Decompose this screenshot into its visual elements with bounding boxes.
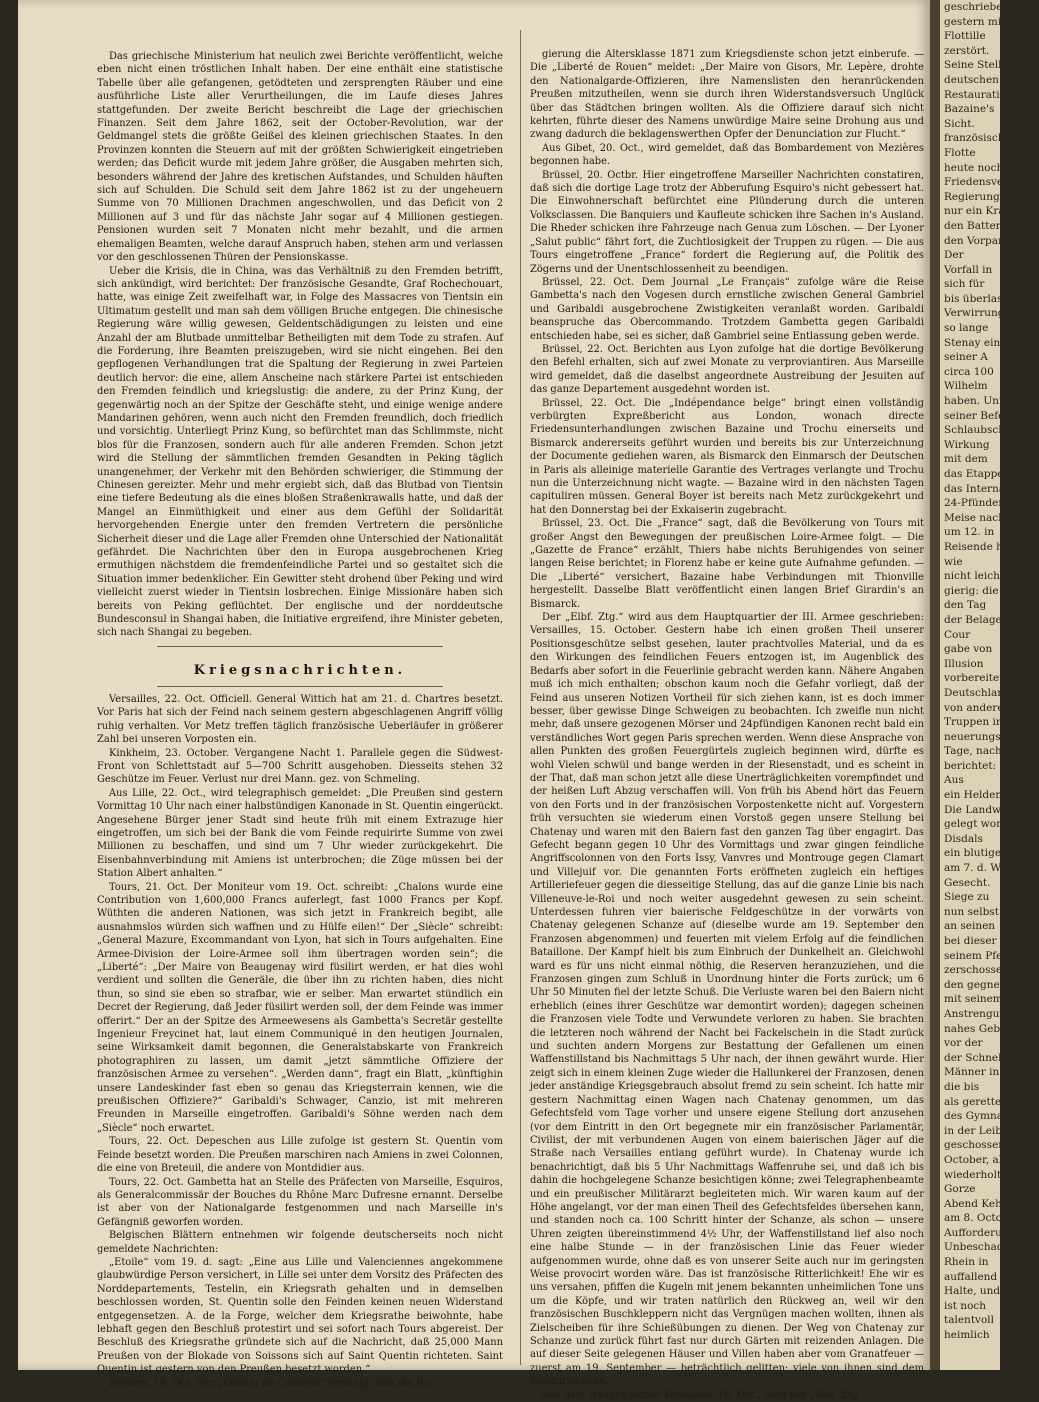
adjacent-page-line: Seine Stellung bbox=[944, 59, 1022, 72]
adjacent-page-line: sich für bbox=[944, 278, 985, 291]
adjacent-page-line: bis überlasse bbox=[944, 292, 1015, 305]
adjacent-page-line: Halte, und bbox=[944, 1285, 1001, 1298]
adjacent-page-line: Cour bbox=[944, 628, 971, 641]
adjacent-page-line: Schlaubsch bbox=[944, 424, 1005, 437]
adjacent-page-line: Friedensverm bbox=[944, 176, 1019, 189]
adjacent-page-line: gestern mit bbox=[944, 15, 1006, 28]
adjacent-page-line: geschrieben: bbox=[944, 1, 1013, 13]
adjacent-page-line: auffallend bbox=[944, 1270, 998, 1283]
adjacent-page-line: den gegnerischen bbox=[944, 978, 1039, 991]
news-item: Tours, 22. Oct. Gambetta hat an Stelle des Präfecten von Marseille, Esquiros, als Generalcommissär der Bouches du Rhône Marc Dufresne ernannt. Derselbe ist aber von der Nationalgarde festgenommen und nach Marseille in's Gefängniß geworfen worden. bbox=[97, 1176, 503, 1228]
news-item: Aus Gibet, 20. Oct., wird gemeldet, daß das Bombardement von Mezières begonnen habe. bbox=[530, 142, 924, 168]
adjacent-page-line: Flottille bbox=[944, 30, 986, 43]
page-gutter bbox=[930, 0, 940, 1370]
adjacent-page-line: am 7. d. W bbox=[944, 862, 1002, 875]
news-item: „Etoile“ vom 19. d. sagt: „Eine aus Lille und Valenciennes angekommene glaubwürdige Person versichert, in Lille sei unter dem Vorsitz des Präfecten des Norddepartements, Testelin, ein Kriegsrath gehalten und in demselben beschlossen worden, St. Quentin solle den Feinden keinen neuen Widerstand entgegensetzen. A. de la Forge, welcher dem Kriegsrathe beiwohnte, habe lebhaft gegen den Beschluß protestirt und sei sofort nach Tours abgereist. Der Beschluß des Kriegsrathe gründete sich auf die Nachricht, daß 25,000 Mann Preußen von der Blokade von Soissons sich auf Saint Quentin richteten. Saint Quentin ist gestern von den Preußen besetzt worden.“ bbox=[97, 1256, 503, 1376]
adjacent-page-line: Bazaine's bbox=[944, 103, 995, 116]
news-item: Brüssel, 22. Oct. Die „Indépendance belge“ bringt einen vollständig verbürgten Expreßbericht aus London, wonach directe Friedensunterhandlungen zwischen Bazaine und Trochu einerseits und Bismarck andererseits geführt wurden und bereits bis zur Unterzeichnung der Documente gediehen waren, als Bismarck den Einmarsch der Deutschen in Paris als alleinige materielle Garantie des Vertrages verlangte und Trochu nun die Unterzeichnung nicht wagte. — Bazaine wird in den nächsten Tagen capituliren müssen. General Boyer ist bereits nach Metz zurückgekehrt und hat den Donnerstag bei der Exkaiserin zugebracht. bbox=[530, 397, 924, 516]
news-item: Aus Lille, 22. Oct., wird telegraphisch gemeldet: „Die Preußen sind gestern Vormittag 10 Uhr nach einer halbstündigen Kanonade in St. Quentin eingerückt. Angesehene Bürger jener Stadt sind heute früh mit einem Extrazuge hier eingetroffen, um sich bei der Bank die vom Feinde requirirte Summe von zwei Millionen zu beschaffen, und sind um 7 Uhr wieder zurückgekehrt. Die Eisenbahnverbindung mit Amiens ist unterbrochen; die Züge müssen bei der Station Albert anhalten.“ bbox=[97, 787, 503, 880]
adjacent-page-line: mit seinem bbox=[944, 993, 1003, 1006]
news-item: Belgischen Blättern entnehmen wir folgende deutscherseits noch nicht gemeldete Nachrichten: bbox=[97, 1230, 503, 1255]
adjacent-page-line: französischen bbox=[944, 132, 1018, 145]
adjacent-page-line: wie bbox=[944, 555, 963, 568]
adjacent-page-strip bbox=[940, 0, 1039, 1370]
news-item: Aus dem Hauptquartier Versailles, 16. Oct., wird der „Wes.-Ztg.“ bbox=[542, 1389, 867, 1401]
adjacent-page-line: Restauration bbox=[944, 88, 1013, 101]
greek-ministry-article: Das griechische Ministerium hat neulich zwei Berichte veröffentlicht, welche eben nicht einen tröstlichen Inhalt haben. Der eine enthält eine statistische Tabelle über alle gefangenen, getödteten und zersprengten Räuber und eine ausführliche Liste aller Verurtheilungen, die im Laufe dieses Jahres stattgefunden. Der zweite Bericht beschreibt die Lage der griechischen Finanzen. Seit dem Jahre 1862, seit der October-Revolution, war der Geldmangel stets die größte Geißel des kleinen griechischen Staates. In den Provinzen konnten die Steuern auf mit der größten Schwierigkeit eingetrieben werden; das Deficit wurde mit jedem Jahre größer, die Ausgaben mehrten sich, besonders während der Jahre des kretischen Aufstandes, und Schulden häuften sich auf Schulden. Die Schuld seit dem Jahre 1862 ist zu der ungeheuern Summe von 70 Millionen Drachmen angeschwollen, und das Deficit von 2 Millionen auf 3 und für das nächste Jahr sogar auf 4 Millionen gestiegen. Pensionen wurden seit 7 Monaten nicht mehr bezahlt, und die armen ehemaligen Beamten, welche darauf Anspruch haben, stehen arm und verlassen vor den geschlossenen Thüren der Pensionskasse. bbox=[97, 51, 503, 264]
adjacent-page-line: 24-Pfünder bbox=[944, 497, 1004, 510]
adjacent-page-line: ist noch bbox=[944, 1299, 987, 1312]
adjacent-page-line: Stenay ein bbox=[944, 336, 1001, 349]
news-item: Brüssel, 23. Oct. Die „France“ sagt, daß die Bevölkerung von Tours mit großer Angst den Bewegungen der preußischen Loire-Armee folgt. — Die „Gazette de France“ erzählt, Thiers habe nichts Beruhigendes von seiner langen Reise berichtet; in Florenz habe er keine gute Aufnahme gefunden. — Die „Liberté“ versichert, Bazaine habe Verbindungen mit Thionville hergestellt. Dasselbe Blatt veröffentlicht einen langen Brief Girardin's an Bismarck. bbox=[530, 518, 924, 610]
adjacent-page-line: Verwirrung, bbox=[944, 307, 1008, 320]
adjacent-page-line: zerschossen. bbox=[944, 964, 1013, 977]
adjacent-page-line: heute noch bbox=[944, 161, 1004, 174]
adjacent-page-line: am 8. October bbox=[944, 1212, 1020, 1225]
adjacent-page-line: an seinen bbox=[944, 920, 996, 933]
adjacent-page-line: nur ein Kra bbox=[944, 205, 1005, 218]
adjacent-page-line: nun selbst bbox=[944, 905, 999, 918]
adjacent-page-line: mit dem bbox=[944, 453, 988, 466]
adjacent-page-line: seiner A bbox=[944, 351, 988, 364]
headline-rule-top bbox=[157, 646, 443, 647]
adjacent-page-line: Regierung bbox=[944, 190, 1000, 203]
adjacent-page-line: Vorfall in bbox=[944, 263, 993, 276]
adjacent-page-line: den Batteri bbox=[944, 219, 1005, 232]
adjacent-page-line: bei dieser bbox=[944, 935, 997, 947]
adjacent-page-line: gelegt worden bbox=[944, 818, 1021, 831]
adjacent-page-line: um 12. in bbox=[944, 526, 995, 539]
adjacent-page-line: ein blutiges bbox=[944, 847, 1007, 860]
news-item: Tours, 21. Oct. Der Moniteur vom 19. Oct. schreibt: „Chalons wurde eine Contribution von 1,600,000 Francs auferlegt, fast 1000 Francs per Kopf. Wüthten die anderen Nationen, was sich jetzt in Frankreich begibt, alle ausnahmslos würden sich waffnen und zu Hülfe eilen!“ Der „Siècle“ schreibt: „General Mazure, Excommandant von Lyon, hat sich in Tours aufgehalten. Eine Armee-Division der Loire-Armee soll ihm übertragen worden sein“; die „Liberté“: „Der Maire von Beaugenay wird füsilirt werden, er hat dies wohl verdient und sollten die Generäle, die über ihn zu richten haben, dies nicht thun, so sind sie eben so strafbar, wie er selber. Man erwartet stündlich ein Decret der Regierung, daß Jeder füsilirt werden soll, der dem Feinde was immer offerirt.“ Der an der Spitze des Armeewesens als Gambetta's Secretär gestellte Ingenieur Freycinet hat, laut einem Communiqué in den heutigen Journalen, seine Wirksamkeit damit begonnen, die Generalstabskarte von Frankreich photographiren zu lassen, um damit „jetzt sämmtliche Offiziere der französischen Armee zu versehen“. „Werden dann“, fragt ein Blatt, „künftighin unsere Landeskinder fast eben so genau das Kriegsterrain kennen, wie die preußischen Offiziere?“ Garibaldi's Schwager, Canzio, ist mit mehreren Freunden in Marseille eingetroffen. Garibaldi's Söhne werden nach dem „Siècle“ noch erwartet. bbox=[97, 881, 503, 1134]
adjacent-page-line: seiner Befehl bbox=[944, 409, 1015, 422]
adjacent-page-line: deutschen bbox=[944, 73, 999, 86]
adjacent-page-line: Truppen in bbox=[944, 716, 1003, 729]
adjacent-page-line: Aufforderung bbox=[944, 1226, 1016, 1239]
adjacent-page-line: Rhein in bbox=[944, 1256, 989, 1269]
adjacent-page-line: berichtet: bbox=[944, 759, 997, 772]
column-divider bbox=[520, 30, 521, 1365]
adjacent-page-line: talentvoll bbox=[944, 1314, 995, 1327]
adjacent-page-line: Gesecht. bbox=[944, 876, 991, 889]
adjacent-page-line: Abend Kehrt bbox=[944, 1197, 1012, 1210]
adjacent-page-line: gabe von bbox=[944, 643, 993, 656]
left-column bbox=[97, 50, 503, 1390]
news-item: Versailles, 22. Oct. Officiell. General Wittich hat am 21. d. Chartres besetzt. Vor Paris hat sich der Feind nach seinem gestern abgeschlagenen Angriff völlig ruhig verhalten. Vor Metz treffen täglich französische Ueberläufer in größerer Zahl bei unseren Vorposten ein. bbox=[97, 693, 503, 746]
adjacent-page-line: der Schnelligk bbox=[944, 1051, 1022, 1064]
section-headline: Kriegsnachrichten. bbox=[193, 662, 407, 678]
news-item: Brüssel, 22. Oct. Dem Journal „Le Français“ zufolge wäre die Reise Gambetta's nach den Vogesen durch ernstliche zwischen General Gambriel und Garibaldi ausgebrochene Zwistigkeiten veranlaßt worden. Garibaldi beanspruche das Obercommando. Trotzdem Gambetta gegen Garibaldi entschieden habe, sei es sicher, daß Gambriel seine Entlassung geben werde. bbox=[530, 276, 924, 342]
adjacent-page-line: Wirkung bbox=[944, 438, 990, 451]
adjacent-page-line: Die Landwehr bbox=[944, 803, 1020, 816]
adjacent-page-line: Unbeschadet bbox=[944, 1241, 1014, 1254]
adjacent-page-line: das Internas bbox=[944, 482, 1011, 495]
adjacent-page-line: das Etappen bbox=[944, 468, 1011, 480]
adjacent-page-line: Illusion bbox=[944, 657, 984, 670]
adjacent-page-line: heimlich bbox=[944, 1329, 990, 1342]
news-item: Kinkheim, 23. October. Vergangene Nacht 1. Parallele gegen die Südwest-Front von Schlettstadt auf 5—700 Schritt ausgehoben. Diesseits stehen 32 Geschütze im Feuer. Verlust nur drei Mann. gez. von Schmeling. bbox=[97, 747, 503, 786]
adjacent-page-line: Siege zu bbox=[944, 891, 990, 904]
adjacent-page-line: Meise nach bbox=[944, 511, 1005, 524]
adjacent-page-line: nahes Gebäu bbox=[944, 1022, 1014, 1035]
news-item: Poitiers, 19. Oct. Der „Libéral de Cambrai“ verlangt, daß die Re- bbox=[109, 1377, 434, 1389]
adjacent-page-line: haben. Unter bbox=[944, 395, 1015, 408]
adjacent-page-line: in der Leib bbox=[944, 1124, 1003, 1137]
adjacent-page-line: Gorze bbox=[944, 1183, 976, 1196]
adjacent-page-line: ein Heldenfü bbox=[944, 789, 1013, 802]
headline-rule-bottom bbox=[157, 686, 443, 687]
adjacent-page-line: Männer in bbox=[944, 1066, 1000, 1079]
adjacent-page-line: gierig: die bbox=[944, 584, 999, 597]
adjacent-page-line: neuerungstimm bbox=[944, 730, 1029, 743]
adjacent-page-line: vor der bbox=[944, 1037, 983, 1050]
adjacent-page-line: October, als bbox=[944, 1153, 1008, 1166]
adjacent-page-line: die bis bbox=[944, 1080, 980, 1093]
adjacent-page-line: des Gymnasi bbox=[944, 1110, 1012, 1123]
adjacent-page-line: als geretteten bbox=[944, 1095, 1019, 1108]
adjacent-page-line: den Vorpar bbox=[944, 234, 1003, 247]
adjacent-page-line: Tage, nach bbox=[944, 745, 1002, 758]
adjacent-page-line: der Belagerun bbox=[944, 613, 1021, 626]
right-column bbox=[530, 48, 924, 1402]
adjacent-page-line: Sicht. bbox=[944, 117, 975, 130]
adjacent-page-line: vorbereitet, bbox=[944, 672, 1007, 685]
adjacent-page-line: Aus bbox=[944, 774, 964, 787]
news-item: Brüssel, 22. Oct. Berichten aus Lyon zufolge hat die dortige Bevölkerung den Befehl erhalten, sich auf zwei Monate zu verproviantiren. Aus Marseille wird gemeldet, daß die daselbst angeordnete Austreibung der Jesuiten auf das ganze Departement ausgedehnt worden ist. bbox=[530, 343, 924, 396]
adjacent-page-line: den Tag bbox=[944, 599, 987, 612]
china-crisis-article: Ueber die Krisis, die in China, was das Verhältniß zu den Fremden betrifft, sich ankündigt, wird berichtet: Der französische Gesandte, Graf Rochechouart, hatte, was einige Zeit zweifelhaft war, in Folge des Massacres von Tientsin ein Ultimatum gestellt und man sah dem völligen Bruche entgegen. Die chinesische Regierung wäre willig gewesen, Geldentschädigungen zu leisten und eine Anzahl der am Blutbade unmittelbar Betheiligten mit dem Tode zu strafen. Auf die Forderung, ihre Beamten preiszugeben, wird sie nicht eingehen. Bei den gepflogenen Verhandlungen trat die Spaltung der Regierung in zwei Parteien deutlich hervor: die eine, allem Anscheine nach stärkere Partei ist entschieden den Fremden feindlich und kriegslustig: die andere, zu der Prinz Kung, der gegenwärtig noch an der Spitze der Geschäfte steht, und einige wenige andere Mandarinen gehören, wenn auch nicht den Fremden freundlich, doch friedlich und vorsichtig. Unterliegt Prinz Kung, so befürchtet man das Schlimmste, nicht blos für die Franzosen, sondern auch für alle anderen Fremden. Schon jetzt wird die Stellung der sämmtlichen fremden Gesandten in Peking täglich unangenehmer, der Verkehr mit den Behörden schwieriger, die Stimmung der Chinesen gereizter. Mehr und mehr ergiebt sich, daß das Blutbad von Tientsin eine tiefere Bedeutung als die eines bloßen Straßenkrawalls hatte, und daß der Mangel an Einmüthigkeit und einer aus dem Gefühl der Solidarität hervorgehenden Energie unter den fremden Vertretern die persönliche Sicherheit dieser und die Lage aller Fremden ohne Unterschied der Nationalität gefährdet. Die Nachrichten über den in Europa ausgebrochenen Krieg ermuthigen nächstdem die fremdenfeindliche Partei und so gestaltet sich die Situation immer bedenklicher. Ein Gewitter steht drohend über Peking und wird vielleicht zuerst wieder in Tientsin losbrechen. Einige Missionäre haben sich bereits von Peking geflüchtet. Der englische und der norddeutsche Bundesconsul in Shangai haben, die Initiative ergreifend, ihre Minister gebeten, sich nach Shangai zu begeben. bbox=[97, 265, 503, 639]
adjacent-page-line: geschossen. bbox=[944, 1139, 1009, 1152]
adjacent-page-line: seinem Pferd bbox=[944, 949, 1015, 962]
adjacent-page-line: Wilhelm bbox=[944, 380, 988, 393]
adjacent-page-line: Anstrengung bbox=[944, 1007, 1013, 1020]
adjacent-page-line: circa 100 bbox=[944, 365, 994, 378]
adjacent-page-line: Der bbox=[944, 249, 964, 262]
adjacent-page-line: von anderer bbox=[944, 701, 1009, 714]
adjacent-page-line: nicht leichten bbox=[944, 570, 1018, 583]
adjacent-page-line: wiederholten, bbox=[944, 1168, 1018, 1181]
news-item: Tours, 22. Oct. Depeschen aus Lille zufolge ist gestern St. Quentin vom Feinde besetzt worden. Die Preußen marschiren nach Amiens in zwei Colonnen, die eine von Breteuil, die andere von Montdidier aus. bbox=[97, 1136, 503, 1175]
adjacent-page-line: Disdals bbox=[944, 832, 983, 845]
adjacent-page-line: Deutschland bbox=[944, 686, 1011, 699]
news-item: Brüssel, 20. Octbr. Hier eingetroffene Marseiller Nachrichten constatiren, daß sich die dortige Lage trotz der Abberufung Esquiro's nicht gebessert hat. Die Einwohnerschaft befürchtet eine Plünderung durch die unteren Volksclassen. Die Banquiers und Kaufleute schicken ihre Sachen in's Ausland. Die Rheder schicken ihre Fahrzeuge nach Genua zum Löschen. — Der Lyoner „Salut public“ fährt fort, die Zuchtlosigkeit der Truppen zu rügen. — Die aus Tours eingetroffene „France“ fordert die Regierung auf, die Politik des Zögerns und der Unentschlossenheit zu beendigen. bbox=[530, 169, 924, 275]
adjacent-page-line: zerstört. bbox=[944, 44, 990, 57]
news-item: Der „Elbf. Ztg.“ wird aus dem Hauptquartier der III. Armee geschrieben: Versailles, 15. October. Gestern habe ich einen großen Theil unserer Positionsgeschütze selbst gesehen, lauter prachtvolles Material, und da es den Wirkungen des feindlichen Feuers entzogen ist, im Augenblick des Bedarfs aber sofort in die Feuerlinie gebracht werden kann. Nähere Angaben muß ich mich enthalten; obschon kaum noch die Gefahr vorliegt, daß der Feind aus unseren Notizen Vortheil für sich ziehen kann, ist es doch immer besser, über gewisse Dinge Schweigen zu beobachten. Ich zweifle nun nicht mehr, daß unsere gezogenen Mörser und 24pfündigen Kanonen recht bald ein verständliches Wort gegen Paris sprechen werden. Wenn diese Ansprache von allen Punkten des großen Feuergürtels zugleich beginnen wird, dürfte es wohl Vielen schwül und bange werden in der Riesenstadt, und es scheint in der That, daß man schon jetzt alle diese Unerträglichkeiten vorempfindet und der heißen Luft Abzug verschaffen will. Von früh bis Abend hört das Feuern von den Forts und in der französischen Vorpostenkette nicht auf. Vorgestern früh versuchten sie wiederum einen Vorstoß gegen unsere Stellung bei Chatenay und waren mit den Baiern fast den ganzen Tag über engagirt. Das Gefecht begann gegen 10 Uhr des Vormittags und zwar gingen feindliche Angriffscolonnen von den Forts Issy, Vanvres und Montrouge gegen Clamart und Villejuif vor. Die genannten Forts eröffneten zugleich ein heftiges Artilleriefeuer gegen die diesseitige Stellung, das auf die ganze Linie bis nach Villeneuve-le-Roi und noch weiter ausgedehnt gewesen zu sein scheint. Unterdessen fuhren vier baierische Feldgeschütze in der vorwärts von Chatenay gelegenen Schanze auf (dieselbe wurde am 19. September den Franzosen abgenommen) und feuerten mit vielem Erfolg auf die feindlichen Bataillone. Der Kampf hielt bis zum Einbruch der Dunkelheit an. Gleichwohl ward es für uns nicht einmal nöthig, die Reserven heranzuziehen, und die Franzosen gingen zum Schluß in Unordnung hinter die Forts zurück; um 6 Uhr 50 Minuten fiel der letzte Schuß. Die Verluste waren bei den Baiern nicht erheblich (eines ihrer Geschütze war demontirt worden); dagegen scheinen die Franzosen viele Todte und Verwundete verloren zu haben. Sie brachten die letzteren noch während der Nacht bei Fackelschein in die Stadt zurück und suchten andern Morgens zur Bestattung der Gefallenen um einen Waffenstillstand bis Nachmittags 5 Uhr nach, der ihnen gewährt wurde. Hier zeigt sich in einem kleinen Zuge wieder die Hallunkerei der Franzosen, denen jeder anständige Kriegsgebrauch absolut fremd zu sein scheint. Ich hatte mir gestern Nachmittag einen Wagen nach Chatenay genommen, um das Gefechtsfeld vom Tage vorher und unsere eigene Stellung dort anzusehen (vor dem Eintritt in den Ort begegnete mir ein französischer Parlamentär, Civilist, der mit verbundenen Augen von einem baierischen Jäger auf die Straße nach Versailles entlang geführt wurde). In Chatenay wurde ich benachrichtigt, daß bis 5 Uhr Nachmittags Waffenruhe sei, und daß ich bis dahin die hochgelegene Schanze besichtigen könne; zwei Telegraphenbeamte und ein preußischer Militärarzt begleiteten mich. Wir waren kaum auf der Höhe angelangt, vor der man einen Theil des Gefechtsfeldes übersehen kann, und standen noch ca. 100 Schritt hinter der Schanze, als schon — unsere Uhren zeigten übereinstimmend 4½ Uhr, der Waffenstillstand lief also noch eine halbe Stunde — in der französischen Linie das Feuer wieder aufgenommen wurde, ohne daß es von unserer Seite auch nur im geringsten Weise provocirt worden wäre. Das ist französische Ritterlichkeit! Ehe wir es uns versahen, pfiffen die Kugeln mit jenem bekannten unheimlichen Tone uns um die Köpfe, und wir traten natürlich den Rückweg an, weil wir den französischen Buschkleppern nicht das Vergnügen machen wollten, ihnen als Zielscheiben für ihre Schießübungen zu dienen. Der Weg von Chatenay zur Schanze und zurück führt fast nur durch Gärten mit reizenden Anlagen. Die auf dieser Seite gelegenen Häuser und Villen haben aber vom Granatfeuer — zuerst am 19. September — beträchtlich gelitten; viele von ihnen sind dem Einsturze nahe. bbox=[530, 612, 924, 1388]
adjacent-page-line: Flotte bbox=[944, 146, 976, 159]
adjacent-page-line: so lange bbox=[944, 322, 989, 335]
adjacent-page-line: Reisende ha bbox=[944, 540, 1010, 553]
news-item: gierung die Altersklasse 1871 zum Kriegsdienste schon jetzt einberufe. — Die „Liberté de Rouen“ meldet: „Der Maire von Gisors, Mr. Lepère, drohte den Nationalgarde-Offizieren, ihre Namenslisten den heranrückenden Preußen mitzutheilen, wenn sie durch ihren Widerstandsversuch Unglück über das Städtchen bringen wollten. Als die Offiziere darauf sich nicht kehrten, führte dieser des Namens unwürdige Maire seine Drohung aus und zwang dadurch die beklagenswerthen Opfer der Denunciation zur Flucht.“ bbox=[530, 49, 924, 141]
